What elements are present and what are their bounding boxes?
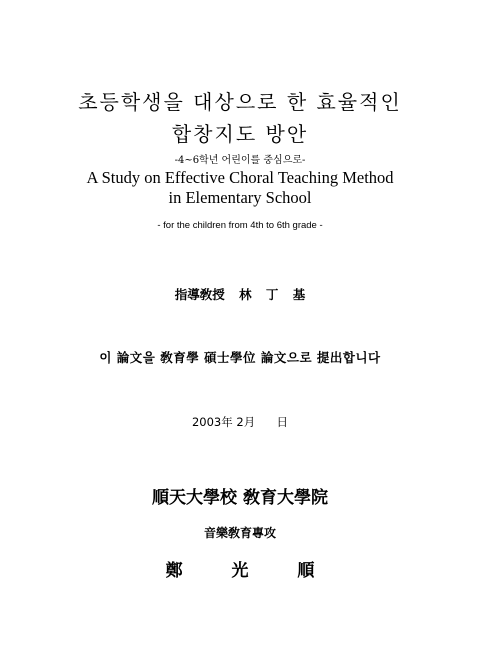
english-subtitle: - for the children from 4th to 6th grade - — [157, 220, 323, 231]
author-char-2: 光 — [231, 561, 249, 581]
korean-title-line-2: 합창지도 방안 — [171, 122, 309, 146]
advisor-name: 林 丁 基 — [239, 287, 306, 302]
author-char-3: 順 — [297, 561, 315, 581]
date-month: 2月 — [236, 415, 256, 429]
date-year: 2003年 — [191, 415, 233, 429]
advisor-line — [0, 285, 480, 303]
advisor-label: 指導敎授 — [174, 287, 225, 302]
korean-subtitle: -4~6학년 어린이를 중심으로- — [174, 155, 306, 166]
english-title-line-1: A Study on Effective Choral Teaching Method — [86, 168, 394, 187]
university-name: 順天大學校 敎育大學院 — [152, 488, 328, 508]
author-char-1: 鄭 — [165, 561, 183, 581]
submission-statement: 이 論文을 敎育學 碩士學位 論文으로 提出합니다 — [99, 350, 381, 365]
major-name: 音樂敎育專攻 — [203, 526, 276, 540]
submission-date — [0, 414, 480, 430]
date-day: 日 — [276, 415, 289, 429]
author-name — [0, 556, 480, 581]
korean-title-line-1: 초등학생을 대상으로 한 효율적인 — [78, 90, 402, 114]
english-title-line-2: in Elementary School — [168, 188, 312, 207]
